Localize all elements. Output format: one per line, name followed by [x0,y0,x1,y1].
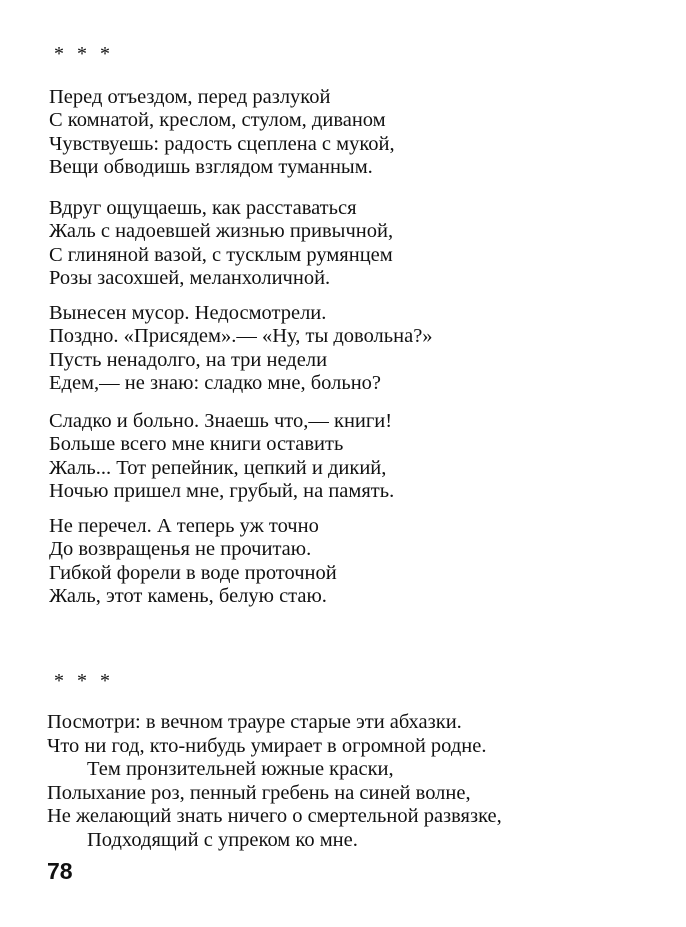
stanza [47,711,502,852]
poem-line: Гибкой форели в воде проточной [49,561,337,584]
poem-line: Чувствуешь: радость сцеплена с мукой, [49,132,395,155]
poem-line: С комнатой, креслом, стулом, диваном [49,109,386,132]
stanza [49,515,337,608]
stanza [49,410,394,503]
poem-line: С глиняной вазой, с тусклым румянцем [49,243,393,266]
poem-line: Полыхание роз, пенный гребень на синей волне, [47,781,471,804]
poem-line: Поздно. «Присядем».— «Ну, ты довольна?» [49,325,433,348]
poem-separator: * * * [54,670,114,692]
poem-line: Пусть ненадолго, на три недели [49,348,328,371]
poem-line-indented: Подходящий с упреком ко мне. [87,828,358,851]
poem-line: Что ни год, кто-нибудь умирает в огромной родне. [47,734,487,757]
stanza [49,197,393,290]
poem-line: Не перечел. А теперь уж точно [49,515,319,537]
poem-line: Не желающий знать ничего о смертельной развязке, [47,805,502,827]
poem-line-indented: Тем пронзительней южные краски, [87,758,394,780]
poem-line: Ночью пришел мне, грубый, на память. [49,479,395,502]
poem-line: Посмотри: в вечном трауре старые эти абхазки. [47,711,462,733]
poem-line: Вынесен мусор. Недосмотрели. [49,302,327,324]
poem-line: Перед отъездом, перед разлукой [49,86,331,108]
page-number: 78 [47,858,73,884]
stanza [49,86,395,179]
poem-line: Жаль, этот камень, белую стаю. [49,584,327,607]
poem-line: Розы засохшей, меланхоличной. [49,266,331,289]
poem-line: Вдруг ощущаешь, как расставаться [49,197,357,219]
poem-separator: * * * [54,43,114,65]
poem-line: Сладко и больно. Знаешь что,— книги! [49,410,393,432]
poem-line: Жаль с надоевшей жизнью привычной, [49,220,394,243]
poem-line: Жаль... Тот репейник, цепкий и дикий, [49,456,387,479]
poem-line: Едем,— не знаю: сладко мне, больно? [49,371,382,394]
poem-line: Больше всего мне книги оставить [49,433,344,456]
poem-line: Вещи обводишь взглядом туманным. [49,155,373,178]
poem-line: До возвращенья не прочитаю. [49,538,312,561]
stanza [49,302,433,395]
